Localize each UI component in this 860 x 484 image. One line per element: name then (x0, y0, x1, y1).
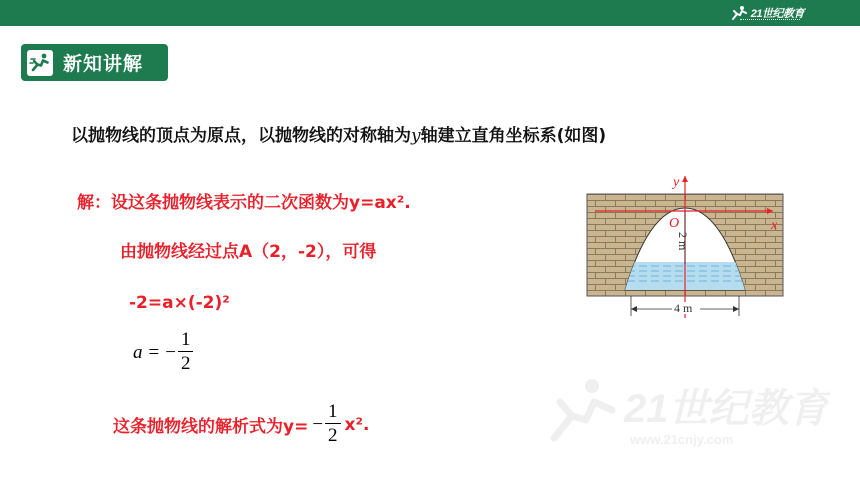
equation-a (133, 330, 193, 375)
eq-numerator: 1 (178, 330, 194, 352)
section-title: 新知讲解 (63, 53, 144, 75)
top-banner (0, 0, 860, 26)
eq-fraction (178, 330, 194, 375)
solution-line-2: 由抛物线经过点A（2，-2），可得 (120, 242, 377, 262)
watermark (540, 372, 830, 452)
height-label: 2 m (676, 232, 690, 251)
watermark-text: 21世纪教育 (624, 387, 829, 431)
line5-fraction (325, 402, 341, 447)
eq-denominator: 2 (180, 353, 191, 374)
brand-text: 21世纪教育 (750, 8, 804, 20)
eq-equals: = (148, 341, 160, 363)
width-label: 4 m (674, 301, 693, 315)
problem-intro (71, 121, 606, 146)
runner-icon (27, 50, 53, 76)
brand-underline (740, 19, 800, 23)
line5-suffix: x². (344, 414, 370, 435)
line5-denominator: 2 (328, 425, 338, 446)
watermark-url: www.21cnjy.com (630, 432, 734, 447)
line5-minus: − (312, 413, 324, 435)
solution-line-1: 解：设这条抛物线表示的二次函数为y=ax². (77, 193, 411, 213)
solution-line-3: -2=a×(-2)² (129, 293, 230, 313)
watermark-runner-icon (554, 379, 612, 438)
intro-before: 以抛物线的顶点为原点，以抛物线的对称轴为 (71, 126, 411, 146)
solution-line-5 (113, 402, 369, 447)
origin-label: O (669, 216, 680, 231)
eq-variable: a (133, 341, 143, 363)
intro-axis: y (411, 126, 421, 146)
x-axis-label: x (771, 218, 778, 233)
eq-minus: − (165, 341, 176, 363)
intro-after: 轴建立直角坐标系(如图) (420, 126, 607, 146)
bridge-arch-figure (585, 170, 785, 320)
y-axis-arrow (682, 176, 688, 182)
line5-numerator: 1 (325, 402, 341, 424)
section-title-tag (21, 44, 168, 81)
y-axis-label: y (673, 175, 680, 190)
line5-prefix: 这条抛物线的解析式为y= (113, 417, 309, 437)
